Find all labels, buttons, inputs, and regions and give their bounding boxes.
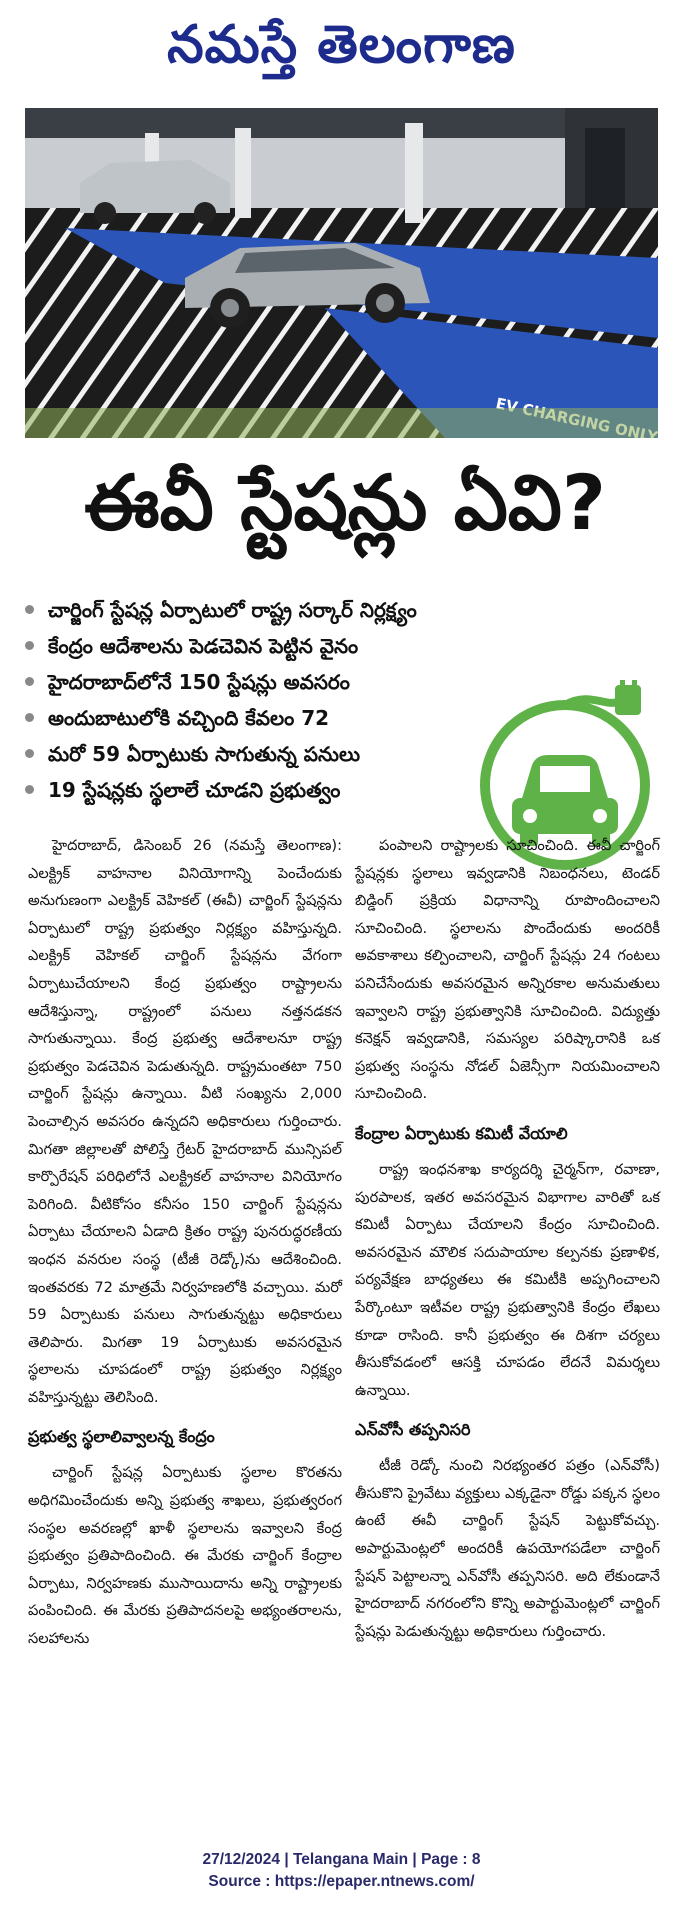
article-paragraph: టీజీ రెడ్కో నుంచి నిరభ్యంతర పత్రం (ఎన్‌వోసీ) తీసుకొని ప్రైవేటు వ్యక్తులు ఎక్కడైనా రోడ్డు పక్కన స్థలం ఉంటే ఈవీ చార్జింగ్ స్టేషన్ పెట్టుకోవచ్చు. అపార్టుమెంట్లలో అందరికీ ఉపయోగపడేలా చార్జింగ్ స్టేషన్ పెట్టాలన్నా ఎన్‌వోసీ తప్పనిసరి. అది లేకుండానే హైదరాబాద్ నగరంలోని కొన్ని అపార్టుమెంట్లలో చార్జింగ్ స్టేషన్లు పెడుతున్నట్టు అధికారులు గుర్తించారు. xyxy=(355,1457,660,1640)
bullet-item xyxy=(25,628,485,664)
ev-charging-photo xyxy=(25,108,658,438)
article-paragraph: హైదరాబాద్, డిసెంబర్ 26 (నమస్తే తెలంగాణ): ఎలక్ట్రిక్ వాహనాల వినియోగాన్ని పెంచేందుకు అనుగుణంగా ఎలక్ట్రిక్ వెహికల్ (ఈవీ) చార్జింగ్ స్టేషన్లను ఏర్పాటులో రాష్ట్ర ప్రభుత్వం నిర్లక్ష్యం వహిస్తున్నది. ఎలక్ట్రిక్ వెహికల్ చార్జింగ్ స్టేషన్లను వేగంగా ఏర్పాటుచేయాలని కేంద్ర ప్రభుత్వం రాష్ట్రాలను ఆదేశిస్తున్నా, రాష్ట్రంలో పనులు నత్తనడకన సాగుతున్నాయి. కేంద్ర ప్రభుత్వ ఆదేశాలనూ రాష్ట్ర ప్రభుత్వం పెడచెవిన పెడుతున్నది. రాష్ట్రమంతటా 750 చార్జింగ్ స్టేషన్లు ఉన్నాయి. వీటి సంఖ్యను 2,000 పెంచాల్సిన అవసరం ఉన్నదని అధికారులు గుర్తించారు. మిగతా జిల్లాలతో పోలిస్తే గ్రేటర్ హైదరాబాద్ మున్సిపల్ కార్పొరేషన్ పరిధిలోనే ఎలక్ట్రికల్ వాహనాల వినియోగం పెరిగింది. వీటికోసం కనీసం 150 చార్జింగ్ స్టేషన్లను ఏర్పాటు చేయాలని ఏడాది క్రితం రాష్ట్ర పునరుద్ధరణీయ ఇంధన వనరుల సంస్థ (టీజీ రెడ్కో)ను ఆదేశించింది. ఇంతవరకు 72 మాత్రమే నిర్వహణలోకి వచ్చాయి. మరో 59 ఏర్పాటుకు పనులు సాగుతున్నట్టు అధికారులు తెలిపారు. మిగతా 19 ఏర్పాటుకు అవసరమైన స్థలాలను చూపడంలో రాష్ట్ర ప్రభుత్వం నిర్లక్ష్యం వహిస్తున్నట్టు తెలిసింది. xyxy=(28,837,342,1406)
bullet-dot-icon xyxy=(25,785,34,794)
bullet-dot-icon xyxy=(25,677,34,686)
bullet-item xyxy=(25,736,485,772)
masthead-title: నమస్తే తెలంగాణ xyxy=(167,15,516,75)
article-paragraph: చార్జింగ్ స్టేషన్ల ఏర్పాటుకు స్థలాల కొరతను అధిగమించేందుకు అన్ని ప్రభుత్వ శాఖలు, ప్రభుత్వరంగ సంస్థల అవరణల్లో ఖాళీ స్థలాలను ఇవ్వాలని కేంద్ర ప్రభుత్వం ప్రతిపాదించింది. ఈ మేరకు చార్జింగ్ కేంద్రాల ఏర్పాటు, నిర్వహణకు ముసాయిదాను అన్ని రాష్ట్రాలకు పంపించింది. ఈ మేరకు ప్రతిపాదనలపై అభ్యంతరాలను, సలహాలను xyxy=(28,1464,342,1648)
bullet-list xyxy=(25,592,485,808)
ev-charging-photo-art xyxy=(25,108,658,438)
article-subheading: కేంద్రాల ఏర్పాటుకు కమిటీ వేయాలి xyxy=(355,1123,568,1143)
bullet-text: 19 స్టేషన్లకు స్థలాలే చూడని ప్రభుత్వం xyxy=(48,778,341,802)
footer-source-link[interactable]: Source : https://epaper.ntnews.com/ xyxy=(208,1873,475,1890)
bullet-item xyxy=(25,664,485,700)
bullet-dot-icon xyxy=(25,749,34,758)
masthead xyxy=(0,0,683,88)
article-column-left xyxy=(28,832,342,1661)
bullet-dot-icon xyxy=(25,605,34,614)
footer-date-page: 27/12/2024 | Telangana Main | Page : 8 xyxy=(202,1851,481,1868)
bullet-text: చార్జింగ్ స్టేషన్ల ఏర్పాటులో రాష్ట్ర సర్కార్ నిర్లక్ష్యం xyxy=(48,598,417,622)
article-paragraph: రాష్ట్ర ఇంధనశాఖ కార్యదర్శి చైర్మన్‌గా, రవాణా, పురపాలక, ఇతర అవసరమైన విభాగాల వారితో ఒక కమిటీ ఏర్పాటు చేయాలని కేంద్రం సూచించింది. అవసరమైన మౌలిక సదుపాయాల కల్పనకు ప్రణాళిక, పర్యవేక్షణ బాధ్యతలు ఈ కమిటీకి అప్పగించాలని పేర్కొంటూ ఇటీవల రాష్ట్ర ప్రభుత్వానికి కేంద్రం లేఖలు కూడా రాసింది. కానీ ప్రభుత్వం ఈ దిశగా చర్యలు తీసుకోవడంలో ఆసక్తి చూపడం లేదనే విమర్శలు ఉన్నాయి. xyxy=(355,1160,660,1399)
bullet-text: కేంద్రం ఆదేశాలను పెడచెవిన పెట్టిన వైనం xyxy=(48,634,359,658)
article-subheading: ఎన్‌వోసీ తప్పనిసరి xyxy=(355,1420,471,1440)
article-column-right xyxy=(355,832,660,1653)
bullet-text: మరో 59 ఏర్పాటుకు సాగుతున్న పనులు xyxy=(48,742,361,766)
headline: ఈవీ స్టేషన్లు ఏవి? xyxy=(84,458,606,547)
bullet-dot-icon xyxy=(25,713,34,722)
bullet-text: హైదరాబాద్‌లోనే 150 స్టేషన్లు అవసరం xyxy=(48,670,350,694)
article-paragraph: పంపాలని రాష్ట్రాలకు సూచించింది. ఈవీ చార్జింగ్ స్టేషన్లకు స్థలాలు ఇవ్వడానికి నిబంధనలు, టెండర్ బిడ్డింగ్ ప్రక్రియ విధానాన్ని రూపొందించాలని సూచించింది. స్థలాలను పొందేందుకు అందరికీ అవకాశాలు కల్పించాలని, చార్జింగ్ స్టేషన్లు 24 గంటలు పనిచేసేందుకు అవసరమైన అన్నిరకాల అనుమతులు ఇవ్వాలని రాష్ట్ర ప్రభుత్వానికి సూచించింది. విద్యుత్తు కనెక్షన్ ఇవ్వడానికి, సమస్యల పరిష్కారానికి ఒక ప్రభుత్వ సంస్థను నోడల్ ఏజెన్సీగా నియమించాలని సూచించింది. xyxy=(355,837,660,1103)
bullet-item xyxy=(25,592,485,628)
bullet-dot-icon xyxy=(25,641,34,650)
bullet-text: అందుబాటులోకి వచ్చింది కేవలం 72 xyxy=(48,706,330,730)
bullet-item xyxy=(25,772,485,808)
bullet-item xyxy=(25,700,485,736)
article-subheading: ప్రభుత్వ స్థలాలివ్వాలన్న కేంద్రం xyxy=(28,1427,215,1447)
